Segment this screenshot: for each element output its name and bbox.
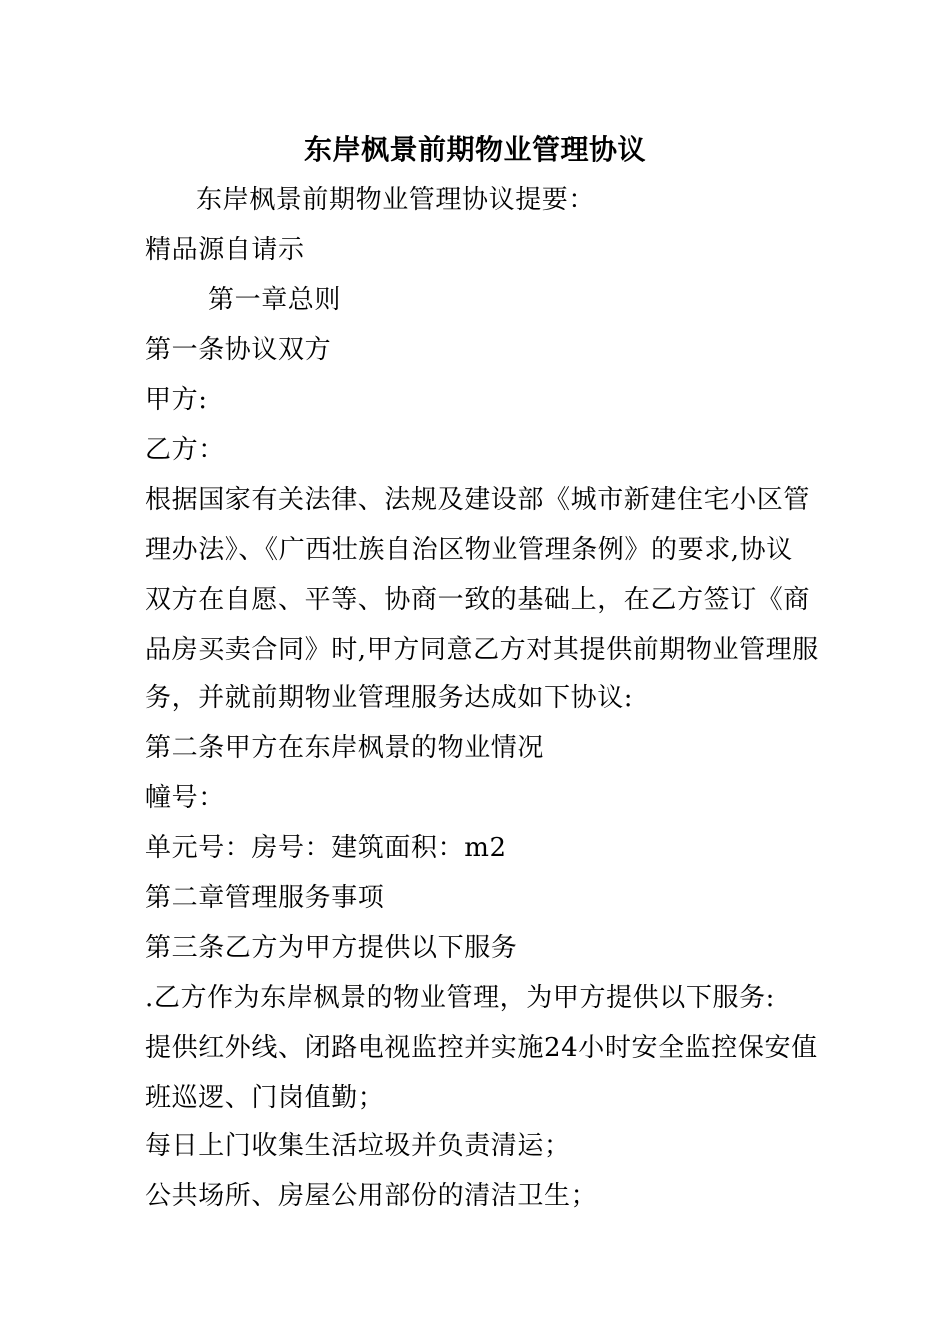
paragraph-line: .乙方作为东岸枫景的物业管理，为甲方提供以下服务:: [145, 983, 776, 1013]
building-number-label: 幢号：: [145, 783, 225, 813]
paragraph-line: 每日上门收集生活垃圾并负责清运；: [145, 1131, 571, 1161]
paragraph-line: 品房买卖合同》时,甲方同意乙方对其提供前期物业管理服: [145, 635, 819, 665]
chapter-heading: 第二章管理服务事项: [145, 883, 385, 913]
party-a-label: 甲方:: [145, 385, 208, 415]
article-heading: 第一条协议双方: [145, 335, 332, 365]
paragraph-line: 公共场所、房屋公用部份的清洁卫生；: [145, 1181, 598, 1211]
paragraph-line: 双方在自愿、平等、协商一致的基础上，在乙方签订《商: [145, 585, 811, 615]
document-title: 东岸枫景前期物业管理协议: [303, 133, 646, 166]
paragraph-line: 班巡逻、门岗值勤；: [145, 1083, 385, 1113]
summary-heading: 东岸枫景前期物业管理协议提要：: [196, 185, 596, 215]
unit-room-area-label: 单元号：房号：建筑面积：m2: [145, 833, 507, 863]
text-line: 精品源自请示: [145, 235, 305, 265]
paragraph-line: 理办法》、《广西壮族自治区物业管理条例》的要求,协议: [145, 535, 793, 565]
article-heading: 第三条乙方为甲方提供以下服务: [145, 933, 518, 963]
paragraph-line: 根据国家有关法律、法规及建设部《城市新建住宅小区管: [145, 485, 811, 515]
chapter-heading: 第一章总则: [208, 285, 342, 315]
paragraph-line: 务，并就前期物业管理服务达成如下协议:: [145, 683, 634, 713]
party-b-label: 乙方：: [145, 435, 225, 465]
article-heading: 第二条甲方在东岸枫景的物业情况: [145, 733, 545, 763]
paragraph-line: 提供红外线、闭路电视监控并实施24小时安全监控保安值: [145, 1033, 818, 1063]
